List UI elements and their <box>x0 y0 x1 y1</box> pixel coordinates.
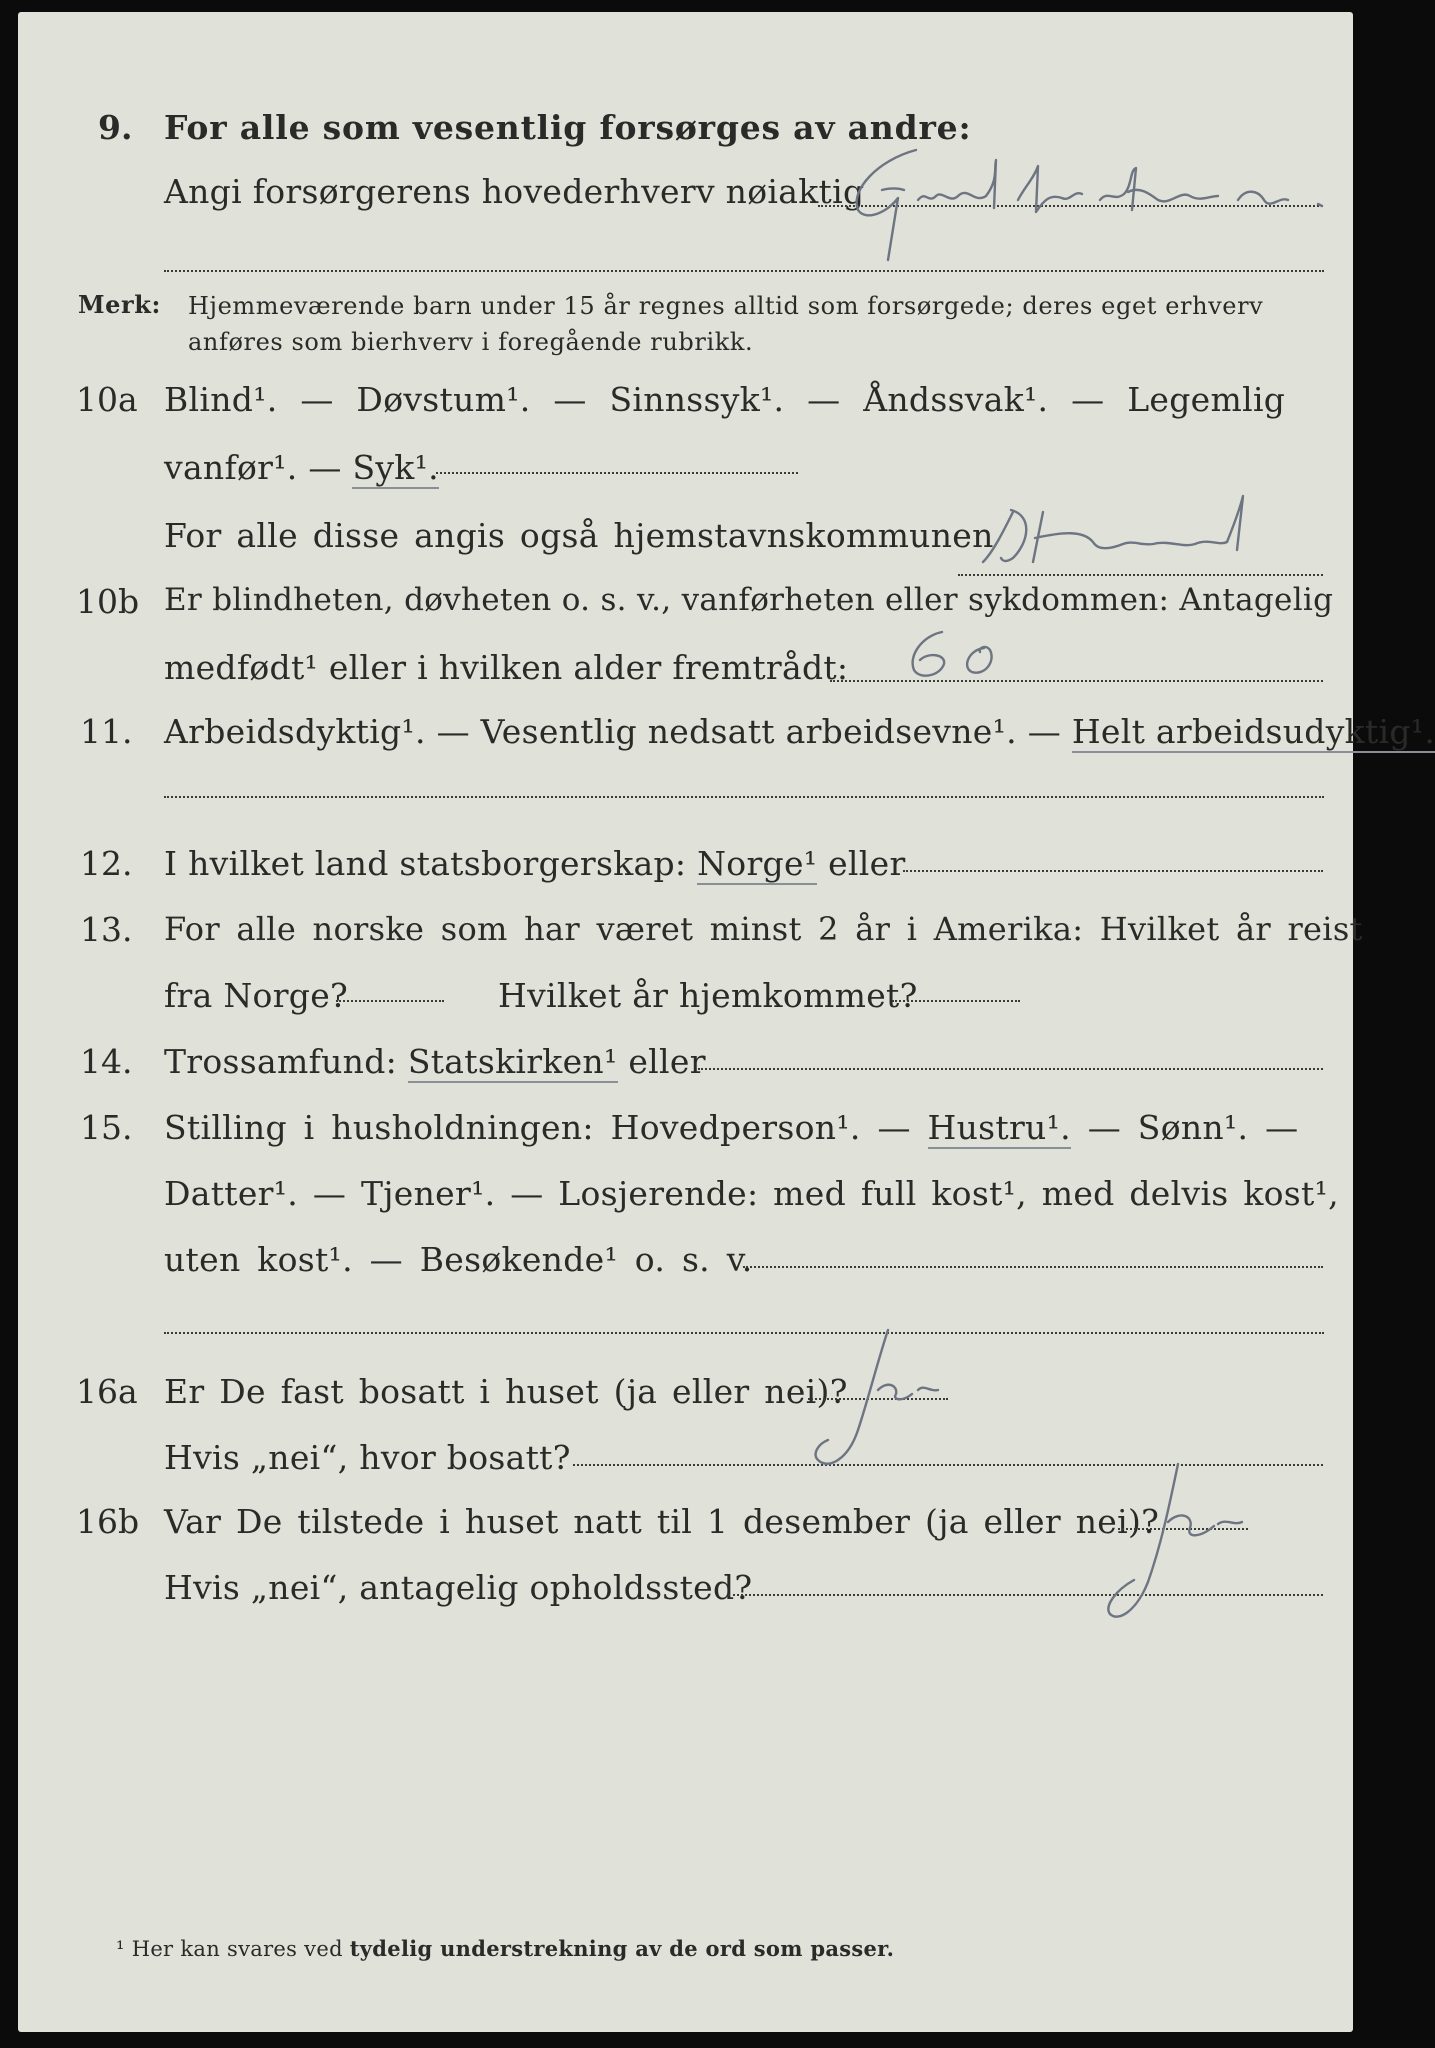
q14-line <box>164 1042 706 1081</box>
q16a-line-2: Hvis „nei“, hvor bosatt? <box>164 1438 571 1477</box>
q10a-line-1: Blind¹. — Døvstum¹. — Sinnssyk¹. — Åndssvak¹. — Legemlig <box>164 380 1286 419</box>
q10a-vanfor: vanfør¹. — <box>164 448 353 487</box>
q11-extra-line <box>164 796 1324 798</box>
q9-handwritten-answer <box>818 130 1348 280</box>
q13-reist-line <box>336 1000 444 1002</box>
q10b-line-1: Er blindheten, døvheten o. s. v., vanførheten eller sykdommen: Antagelig <box>164 582 1334 618</box>
q14-prompt: Trossamfund: <box>164 1042 408 1081</box>
q14-number: 14. <box>80 1042 133 1081</box>
q16b-line-1: Var De tilstede i huset natt til 1 desember (ja eller nei)? <box>164 1502 1160 1541</box>
q12-eller: eller <box>817 844 906 883</box>
q10b-number: 10b <box>76 582 140 621</box>
census-form-page <box>18 12 1435 2032</box>
q10a-line-3: For alle disse angis også hjemstavnskommunen <box>164 516 994 555</box>
q11-number: 11. <box>80 712 133 751</box>
q12-answer-line <box>903 870 1323 872</box>
q11-helt-arbeidsudyktig: Helt arbeidsudyktig¹. <box>1071 712 1435 751</box>
merk-line-1: Hjemmeværende barn under 15 år regnes alltid som forsørgede; deres eget erhverv <box>188 292 1264 320</box>
q12-prompt: I hvilket land statsborgerskap: <box>164 844 698 883</box>
q11-options: Arbeidsdyktig¹. — Vesentlig nedsatt arbeidsevne¹. — <box>164 712 1072 751</box>
q13-number: 13. <box>80 910 133 949</box>
q16a-number: 16a <box>76 1372 138 1411</box>
footnote <box>116 1936 894 1961</box>
q14-eller: eller <box>617 1042 706 1081</box>
q13-line-2a: fra Norge? <box>164 976 349 1015</box>
q15-line-1 <box>164 1108 1298 1147</box>
q15-hustru: Hustru¹. <box>927 1108 1071 1147</box>
q12-number: 12. <box>80 844 133 883</box>
q13-line-1: For alle norske som har været minst 2 år i Amerika: Hvilket år reist <box>164 910 1363 948</box>
merk-line-2: anføres som bierhverv i foregående rubrikk. <box>188 328 754 356</box>
q10a-syk: Syk¹. <box>352 448 439 487</box>
footnote-text-b: tydelig understrekning av de ord som passer. <box>349 1936 895 1961</box>
q15-answer-line <box>743 1266 1323 1268</box>
q9-prompt: Angi forsørgerens hovederhverv nøiaktig <box>164 172 865 211</box>
q16b-number: 16b <box>76 1502 140 1541</box>
footnote-mark: ¹ <box>116 1937 125 1961</box>
footnote-text-a: Her kan svares ved <box>131 1937 350 1961</box>
q9-heading: For alle som vesentlig forsørges av andre: <box>164 108 972 147</box>
q11-line <box>164 712 1435 751</box>
q12-norge: Norge¹ <box>697 844 818 883</box>
q10a-line-2-dots <box>436 472 798 474</box>
q15-line-3: uten kost¹. — Besøkende¹ o. s. v. <box>164 1240 753 1279</box>
q9-number: 9. <box>98 108 133 147</box>
q10a-number: 10a <box>76 380 138 419</box>
q12-line <box>164 844 906 883</box>
q15-extra-line <box>164 1332 1324 1334</box>
q15-number: 15. <box>80 1108 133 1147</box>
q13-line-2b: Hvilket år hjemkommet? <box>498 976 918 1015</box>
q10b-handwritten-answer <box>898 622 1038 682</box>
q10a-handwritten-answer <box>973 482 1313 572</box>
q13-hjemkommet-line <box>892 1000 1020 1002</box>
q15-prompt: Stilling i husholdningen: Hovedperson¹. — <box>164 1108 928 1147</box>
q15-line-2: Datter¹. — Tjener¹. — Losjerende: med full kost¹, med delvis kost¹, <box>164 1174 1339 1213</box>
q10b-line-2: medfødt¹ eller i hvilken alder fremtrådt: <box>164 648 849 687</box>
q14-statskirken: Statskirken¹ <box>407 1042 618 1081</box>
q16a-handwritten-answer <box>778 1320 958 1480</box>
merk-label: Merk: <box>78 290 161 319</box>
q14-answer-line <box>698 1068 1323 1070</box>
q16b-handwritten-answer <box>1038 1452 1258 1632</box>
q16b-line-2: Hvis „nei“, antagelig opholdssted? <box>164 1568 753 1607</box>
q10a-line-2 <box>164 448 439 487</box>
q10a-answer-line <box>958 574 1323 576</box>
q15-sonn: — Sønn¹. — <box>1070 1108 1299 1147</box>
q16a-line-1: Er De fast bosatt i huset (ja eller nei)? <box>164 1372 848 1411</box>
